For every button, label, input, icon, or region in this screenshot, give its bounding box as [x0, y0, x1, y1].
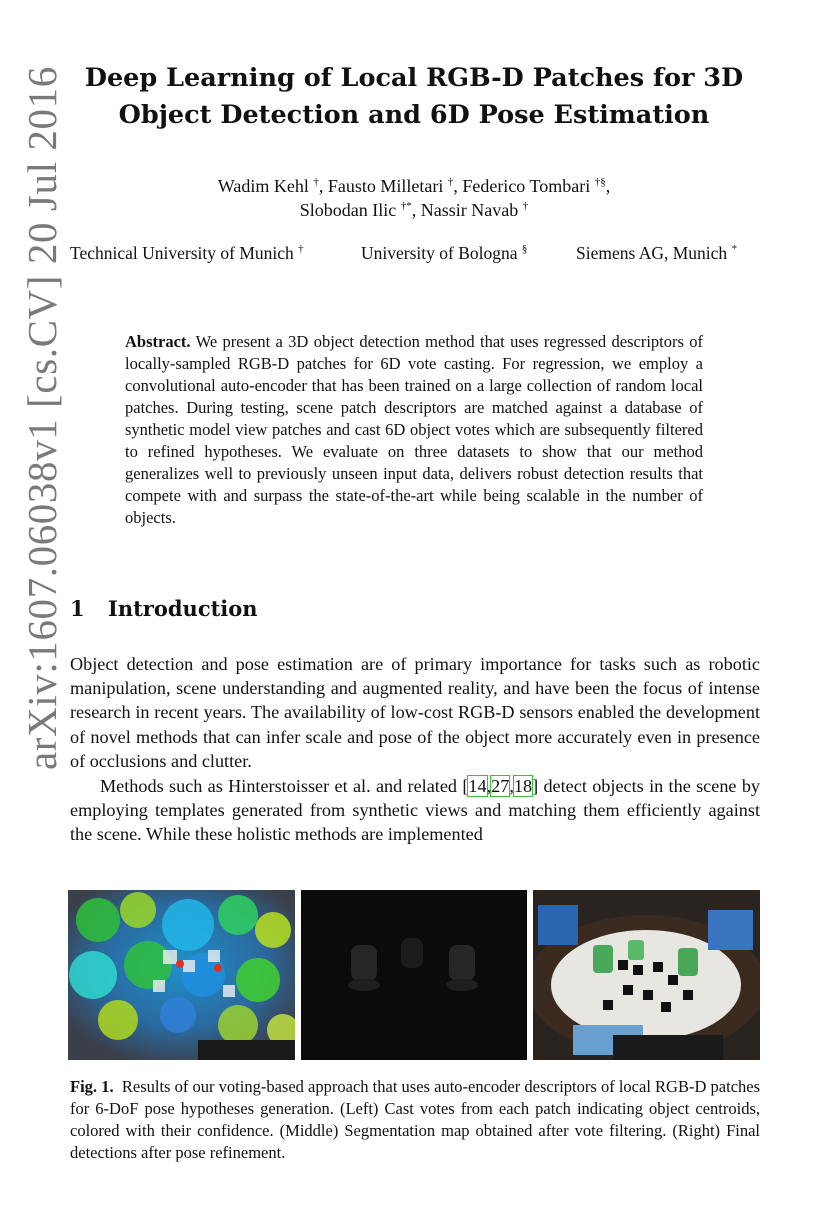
affiliation-mark: † [522, 200, 529, 212]
title-line-2: Object Detection and 6D Pose Estimation [118, 100, 710, 130]
affiliation-mark: † [313, 176, 319, 188]
paragraph-text: Methods such as Hinterstoisser et al. and related [ [100, 776, 469, 796]
abstract-text: We present a 3D object detection method that uses regressed descriptors of locally-sampled RGB-D patches for 6D vote casting. For regression, we employ a convolutional auto-encoder that has been trained on a large collection of random local patches. During testing, scene patch descriptors are matched against a database of synthetic model view patches and cast 6D object votes which are subsequently filtered to refined hypotheses. We evaluate on three datasets to show that our method generalizes well to previously unseen input data, delivers robust detection results that compete with and surpass the state-of-the-art while being scalable in the number of objects. [125, 332, 704, 527]
figure-caption [70, 1076, 760, 1164]
affiliation-mark: * [731, 243, 738, 255]
intro-paragraph-1: Object detection and pose estimation are of primary importance for tasks such as robotic manipulation, scene understanding and augmented reality, and have been the focus of intense research in recent years. The availability of low-cost RGB-D sensors enabled the development of novel methods that can infer scale and pose of the object more accurately even in presence of occlusions and clutter. [70, 654, 760, 771]
author-name: , Federico Tombari [453, 176, 591, 196]
punctuation: , [605, 176, 611, 196]
caption-text: Results of our voting-based approach that uses auto-encoder descriptors of local RGB-D patches for 6-DoF pose hypotheses generation. (Left) Cast votes from each patch indicating object centroids, colored with their confidence. (Middle) Segmentation map obtained after vote filtering. (Right) Final detections after pose refinement. [70, 1077, 761, 1162]
detections-image [533, 890, 760, 1060]
affiliation-mark: †* [400, 200, 412, 212]
author-line-2 [70, 198, 758, 222]
abstract-label: Abstract. [125, 332, 191, 351]
author-line-1 [70, 174, 758, 198]
author-name: , Fausto Milletari [318, 176, 444, 196]
affiliation-mark: †§ [594, 176, 606, 188]
affiliation-bologna [361, 243, 527, 264]
affiliation-name: Siemens AG, Munich [576, 243, 728, 263]
author-name: , Nassir Navab [411, 200, 519, 220]
punctuation: , [486, 776, 492, 796]
arxiv-stamp: arXiv:1607.06038v1 [cs.CV] 20 Jul 2016 [19, 66, 65, 770]
paper-title [70, 60, 758, 134]
citation-link[interactable]: 18 [513, 776, 533, 796]
punctuation: , [509, 776, 514, 796]
title-line-1: Deep Learning of Local RGB-D Patches for 3D [84, 63, 744, 93]
section-heading [70, 596, 258, 621]
affiliation-siemens [576, 243, 737, 264]
section-number: 1 [70, 596, 85, 621]
segmentation-image [301, 890, 527, 1060]
author-list [70, 174, 758, 222]
author-name: Slobodan Ilic [299, 200, 397, 220]
figure-panel-votes [68, 890, 295, 1060]
affiliation-name: Technical University of Munich [70, 243, 294, 263]
section-title: Introduction [108, 596, 258, 621]
affiliation-name: University of Bologna [361, 243, 518, 263]
affiliation-mark: † [447, 176, 454, 188]
figure-panel-detections [533, 890, 760, 1060]
figure-panel-segmentation [301, 890, 527, 1060]
affiliation-mark: † [298, 243, 304, 255]
citation-link[interactable]: 27 [491, 776, 510, 796]
author-name: Wadim Kehl [217, 176, 309, 196]
intro-paragraph-2 [70, 774, 760, 847]
abstract [125, 331, 703, 529]
affiliation-tum [70, 243, 304, 264]
paragraph-text: ] detect objects in the scene by employing templates generated from synthetic views and matching them efficiently against the scene. While these holistic methods are implemented [70, 776, 761, 845]
citation-link[interactable]: 14 [468, 776, 487, 796]
votes-image [68, 890, 295, 1060]
affiliation-mark: § [521, 243, 528, 255]
caption-label: Fig. 1. [70, 1077, 114, 1096]
